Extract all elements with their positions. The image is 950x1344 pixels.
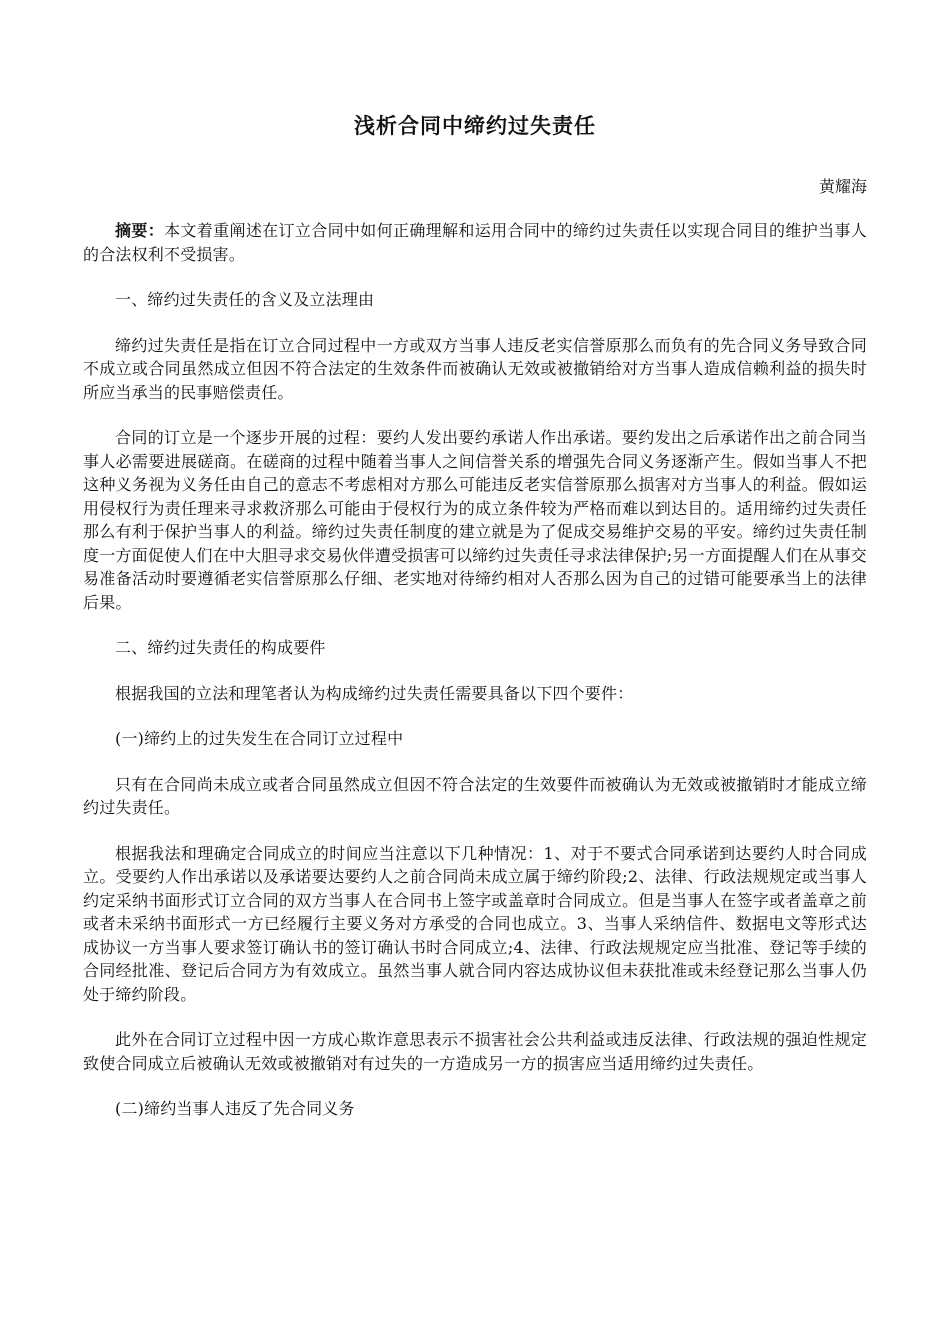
paragraph-formation-time: 根据我法和理确定合同成立的时间应当注意以下几种情况：1、对于不要式合同承诺到达要约人时合同成立。受要约人作出承诺以及承诺要达要约人之前合同尚未成立属于缔约阶段;2、法律、行政法规规定或当事人约定采纳书面形式订立合同的双方当事人在合同书上签字或盖章时合同成立。但是当事人在签字或者盖章之前或者未采纳书面形式一方已经履行主要义务对方承受的合同也成立。3、当事人采纳信件、数据电文等形式达成协议一方当事人要求签订确认书的签订确认书时合同成立;4、法律、行政法规规定应当批准、登记等手续的合同经批准、登记后合同方为有效成立。虽然当事人就合同内容达成协议但未获批准或未经登记那么当事人仍处于缔约阶段。 — [83, 843, 867, 1004]
paragraph-requirements-intro: 根据我国的立法和理笔者认为构成缔约过失责任需要具备以下四个要件： — [115, 683, 634, 703]
paragraph-contract-formation: 合同的订立是一个逐步开展的过程：要约人发出要约承诺人作出承诺。要约发出之后承诺作出之前合同当事人必需要进展磋商。在磋商的过程中随着当事人之间信誉关系的增强先合同义务逐渐产生。假如当事人不把这种义务视为义务任由自己的意志不考虑相对方那么可能违反老实信誉原那么损害对方当事人的利益。假如运用侵权行为责任理来寻求救济那么可能由于侵权行为的成立条件较为严格而难以到达目的。适用缔约过失责任那么有利于保护当事人的利益。缔约过失责任制度的建立就是为了促成交易维护交易的平安。缔约过失责任制度一方面促使人们在中大胆寻求交易伙伴遭受损害可以缔约过失责任寻求法律保护;另一方面提醒人们在从事交易准备活动时要遵循老实信誉原那么仔细、老实地对待缔约相对人否那么因为自己的过错可能要承当上的法律后果。 — [83, 428, 867, 612]
paragraph-fraud-case: 此外在合同订立过程中因一方成心欺诈意思表示不损害社会公共利益或违反法律、行政法规的强迫性规定致使合同成立后被确认无效或被撤销对有过失的一方造成另一方的损害应当适用缔约过失责任。 — [83, 1030, 867, 1073]
section-heading-2: 二、缔约过失责任的构成要件 — [115, 638, 326, 657]
abstract-label: 摘要： — [115, 221, 165, 240]
author-name: 黄耀海 — [818, 177, 867, 196]
document-body — [83, 219, 867, 1143]
paragraph-definition: 缔约过失责任是指在订立合同过程中一方或双方当事人违反老实信誉原那么而负有的先合同义务导致合同不成立或合同虽然成立但因不符合法定的生效条件而被确认无效或被撤销给对方当事人造成信赖利益的损失时所应当承当的民事赔偿责任。 — [83, 335, 867, 402]
section-heading-1: 一、缔约过失责任的含义及立法理由 — [115, 290, 375, 309]
document-title: 浅析合同中缔约过失责任 — [354, 114, 596, 138]
abstract-text: 本文着重阐述在订立合同中如何正确理解和运用合同中的缔约过失责任以实现合同目的维护当事人的合法权利不受损害。 — [83, 221, 867, 264]
subsection-heading-1: (一)缔约上的过失发生在合同订立过程中 — [115, 729, 404, 748]
abstract-paragraph — [83, 219, 867, 266]
subsection-heading-2: (二)缔约当事人违反了先合同义务 — [115, 1099, 355, 1118]
paragraph-negotiation-stage: 只有在合同尚未成立或者合同虽然成立但因不符合法定的生效要件而被确认为无效或被撤销时才能成立缔约过失责任。 — [83, 774, 867, 817]
